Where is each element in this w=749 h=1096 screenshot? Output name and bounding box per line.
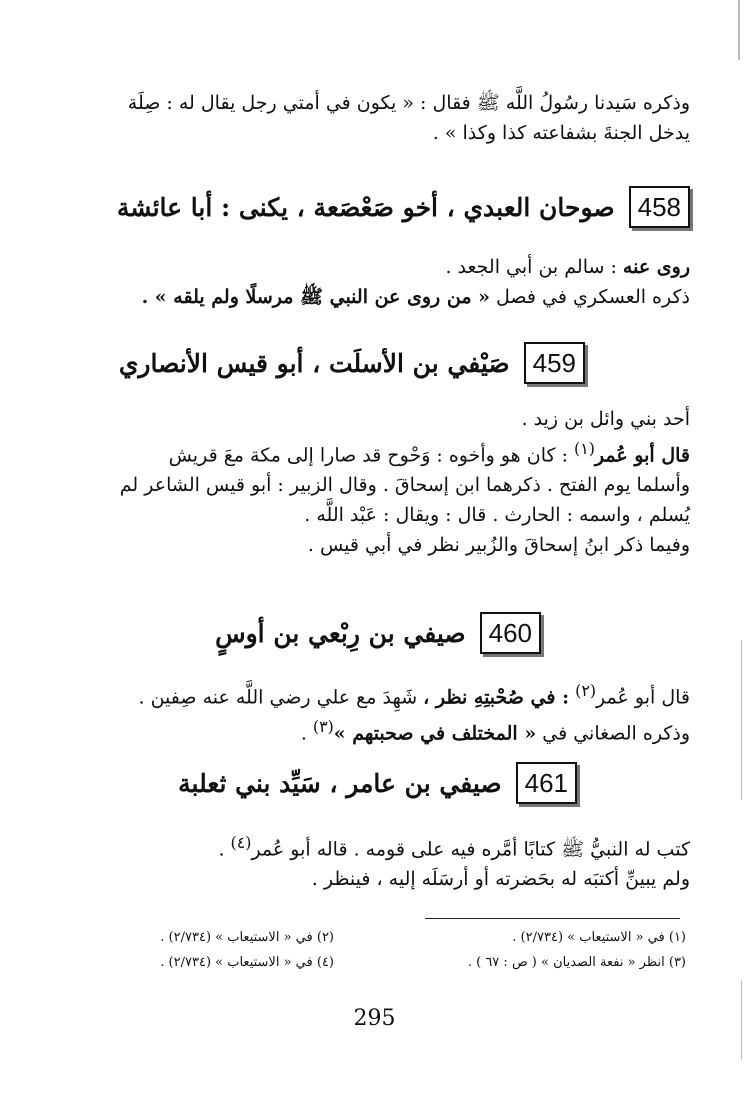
entry-459-line-3: وأسلما يوم الفتح . ذكرهما ابن إسحاقَ . وقال الزبير : أبو قيس الشاعر لم [119, 474, 690, 497]
scan-edge-mark [741, 980, 742, 1060]
entry-458-heading [117, 186, 690, 228]
footnote-4: (٤) في « الاستيعاب » (٢/٧٣٤) . [160, 955, 334, 970]
entry-461-heading [178, 762, 577, 804]
entry-459-line-2 [88, 434, 690, 470]
bold-remark: : في صُحْبتِهِ نظر ، [423, 686, 570, 709]
line-end: . [300, 722, 307, 745]
entry-number-box: 460 [480, 612, 541, 654]
citation-text: وذكره الصغاني في [542, 722, 690, 745]
intro-line-1: وذكره سَيدنا رسُولُ اللَّه ﷺ فقال : « يكون في أمتي رجل يقال له : صِلَة [127, 92, 690, 114]
entry-title: صَيْفي بن الأسلَت ، أبو قيس الأنصاري [118, 348, 510, 378]
entry-number-box: 459 [524, 342, 585, 384]
entry-number-box: 461 [516, 762, 577, 804]
narrated-by-text: : سالم بن أبي الجعد . [445, 256, 617, 278]
entry-461-line-2: ولم يبينِّ أكتبَه له بحَضرته أو أرسَلَه إليه ، فينظر . [311, 868, 690, 891]
entry-number-box: 458 [629, 186, 690, 228]
entry-459-heading [119, 342, 585, 384]
quote-source-label: قال أبو عُمر [594, 444, 690, 467]
entry-title: صيفي بن رِبْعي بن أوسٍ [215, 618, 466, 648]
quote-text: : كان هو وأخوه : وَحْوح قد صارا إلى مكة معَ قريش [168, 444, 568, 467]
line-end: . [218, 838, 225, 861]
entry-459-line-1: أحد بني وائل بن زيد . [521, 408, 690, 430]
intro-paragraph [88, 88, 690, 148]
entry-title: صيفي بن عامر ، سَيِّد بني ثعلبة [178, 768, 502, 798]
entry-460-line-2 [88, 712, 690, 748]
entry-458-body [88, 252, 690, 312]
entry-460-heading [215, 612, 541, 654]
entry-459-body [88, 404, 690, 560]
citation-text: ذكره العسكري في فصل [496, 286, 690, 308]
footnote-3: (٣) انظر « نفعة الصديان » ( ص : ٦٧ ) . [467, 955, 686, 970]
scan-edge-mark [738, 0, 740, 60]
citation-quote: « من روى عن النبي ﷺ مرسلًا ولم يلقه » . [141, 286, 490, 308]
entry-title: صوحان العبدي ، أخو صَعْصَعة ، يكنى : أبا عائشة [116, 192, 615, 222]
entry-461-text: كتب له النبيُّ ﷺ كتابًا أمَّره فيه على قومه . قاله أبو عُمر [251, 838, 690, 861]
entry-459-line-5: وفيما ذكر ابنُ إسحاقَ والزُبير نظر في أبي قيس . [307, 534, 690, 557]
quote-source-label: قال أبو عُمر [596, 686, 690, 709]
footnote-ref: (٢) [575, 681, 597, 700]
entry-459-line-4: يُسلم ، واسمه : الحارث . قال : ويقال : عَبْد اللَّه . [304, 504, 690, 527]
scan-edge-mark [741, 640, 742, 800]
citation-book: « المختلف في صحبتهم » [333, 722, 537, 745]
entry-461-line-1 [88, 828, 690, 864]
narrated-by-label: روى عنه [622, 256, 690, 278]
footnote-separator [425, 918, 680, 919]
entry-458-line-2 [88, 282, 690, 312]
entry-461-body [88, 828, 690, 894]
entry-458-line-1 [88, 252, 690, 282]
intro-line-2: يدخل الجنةَ بشفاعته كذا وكذا » . [432, 122, 690, 144]
entry-460-line-1 [88, 676, 690, 712]
footnote-2: (٢) في « الاستيعاب » (٢/٧٣٤) . [160, 930, 334, 945]
entry-460-body [88, 676, 690, 749]
footnote-1: (١) في « الاستيعاب » (٢/٧٣٤) . [512, 930, 686, 945]
footnote-ref: (٤) [230, 833, 252, 852]
remark-rest: شَهِدَ مع علي رضي اللَّه عنه صِفين . [138, 686, 418, 709]
footnote-ref: (٣) [312, 717, 334, 737]
page-number: 295 [353, 1006, 396, 1031]
footnote-ref: (١) [574, 439, 595, 458]
